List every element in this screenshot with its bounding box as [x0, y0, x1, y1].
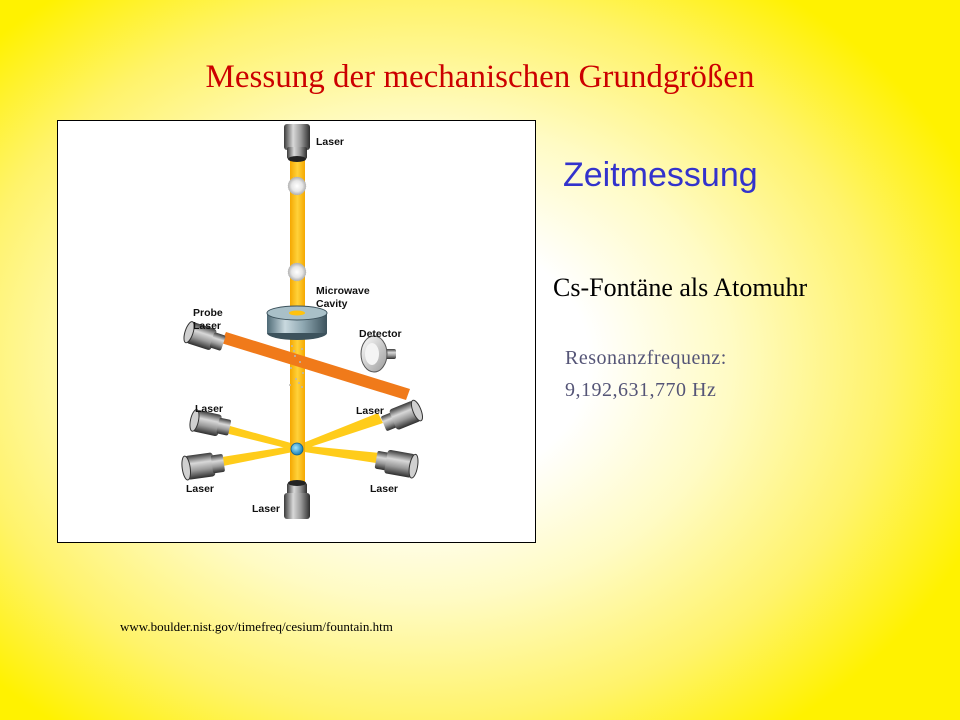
beam-lower-left — [218, 445, 298, 467]
detector-icon — [361, 336, 396, 372]
source-url: www.boulder.nist.gov/timefreq/cesium/fountain.htm — [120, 619, 393, 634]
label-laser-top: Laser — [316, 136, 345, 148]
label-probe-2: Laser — [193, 320, 222, 332]
caption-cs-fountain: Cs-Fontäne als Atomuhr — [553, 273, 808, 302]
resonance-label: Resonanzfrequenz: — [565, 347, 727, 369]
beam-upper-right — [298, 413, 383, 451]
label-laser-right-lower: Laser — [370, 483, 399, 495]
label-microwave-2: Cavity — [316, 298, 348, 310]
laser-right-lower-icon — [374, 448, 420, 479]
atom-cloud-middle — [288, 263, 306, 281]
label-detector: Detector — [359, 328, 402, 340]
slide-title: Messung der mechanischen Grundgrößen — [205, 59, 755, 95]
subtitle-zeitmessung: Zeitmessung — [563, 156, 758, 194]
laser-left-lower-icon — [181, 451, 226, 481]
label-laser-left-upper: Laser — [195, 403, 224, 415]
label-laser-right-upper: Laser — [356, 405, 385, 417]
atom-ball-icon — [291, 443, 303, 455]
laser-bottom-icon — [284, 480, 310, 519]
label-laser-left-lower: Laser — [186, 483, 215, 495]
resonance-value: 9,192,631,770 Hz — [565, 379, 717, 401]
laser-right-upper-icon — [379, 399, 424, 434]
laser-top-icon — [284, 124, 310, 162]
label-laser-bottom: Laser — [252, 503, 281, 515]
cesium-fountain-diagram — [57, 120, 536, 543]
label-probe-1: Probe — [193, 307, 223, 319]
microwave-cavity-icon — [267, 306, 327, 340]
label-microwave-1: Microwave — [316, 285, 370, 297]
beam-lower-right — [298, 445, 380, 463]
atom-cloud-top — [288, 177, 306, 195]
fountain-schematic — [58, 121, 535, 542]
